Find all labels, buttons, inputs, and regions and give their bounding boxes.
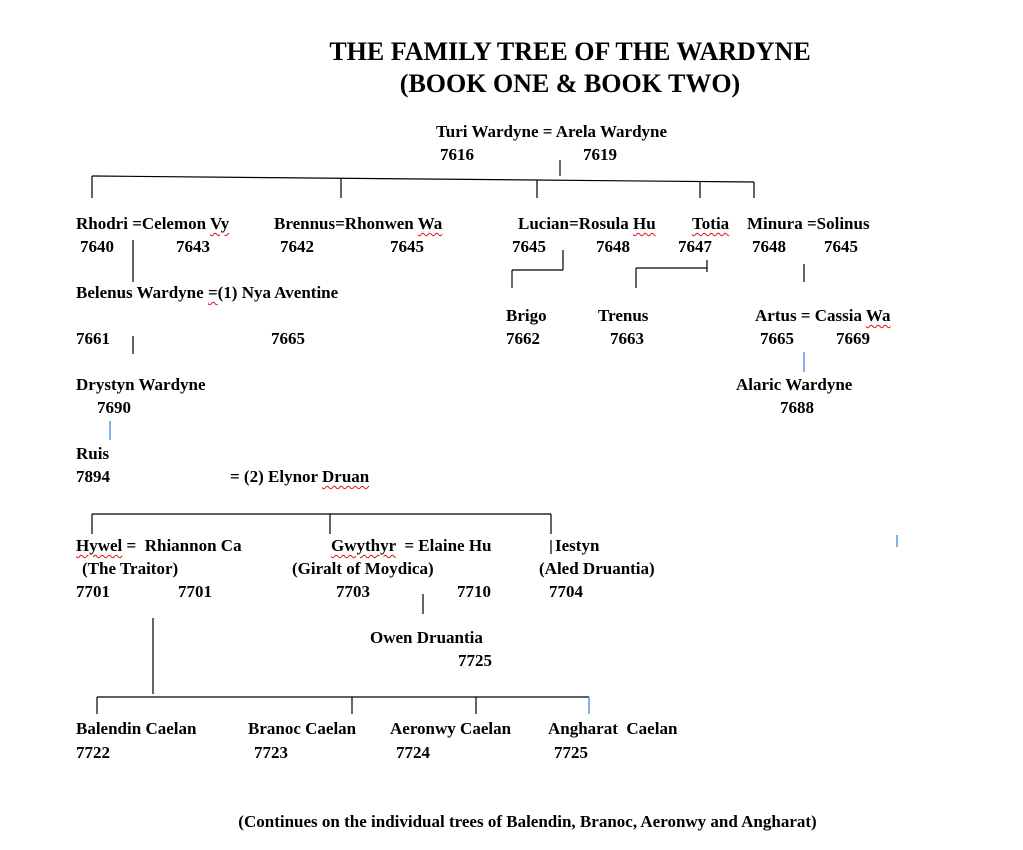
hywel-epithet: (The Traitor) (82, 559, 179, 578)
alaric-year: 7688 (780, 398, 814, 417)
drystyn-name: Drystyn Wardyne (76, 375, 206, 394)
solinus-year: 7645 (824, 237, 858, 256)
lucian-couple-text: Lucian=Rosula (518, 214, 634, 233)
artus-couple-text: Artus = Cassia (755, 306, 866, 325)
iestyn-year: 7704 (549, 582, 583, 601)
belenus-spouse-2 (230, 467, 369, 487)
gen1-couple: Turi Wardyne = Arela Wardyne (436, 122, 668, 141)
diagram-title-line2: (BOOK ONE & BOOK TWO) (399, 69, 741, 98)
rhodri-couple-text: Rhodri =Celemon (76, 214, 211, 233)
belenus-spouse-2-text: = (2) Elynor (230, 467, 323, 486)
gwythyr-spouse: = Elaine Hu (395, 536, 492, 555)
hywel-name: Hywel (76, 536, 123, 555)
rhonwen-year: 7645 (390, 237, 424, 256)
nya-year: 7665 (271, 329, 305, 348)
belenus-spouse-2-tail: Druan (322, 467, 370, 486)
ruis-year: 7894 (76, 467, 110, 486)
minura-year: 7648 (752, 237, 786, 256)
brigo-name: Brigo (506, 306, 547, 325)
belenus-couple (76, 283, 338, 303)
footer-note: (Continues on the individual trees of Balendin, Branoc, Aeronwy and Angharat) (238, 812, 817, 831)
alaric-name: Alaric Wardyne (736, 375, 853, 394)
belenus-eq: = (207, 283, 218, 302)
totia-name: Totia (692, 214, 730, 233)
balendin-name: Balendin Caelan (76, 719, 197, 738)
lucian-couple (518, 214, 656, 234)
artus-year: 7665 (760, 329, 794, 348)
gwythyr-couple (331, 536, 492, 556)
owen-name: Owen Druantia (370, 628, 483, 647)
rosula-year: 7648 (596, 237, 630, 256)
diagram-title-line1: THE FAMILY TREE OF THE WARDYNE (329, 37, 811, 66)
rhodri-year: 7640 (80, 237, 114, 256)
artus-couple (755, 306, 890, 326)
rhiannon-year: 7701 (178, 582, 212, 601)
gwythyr-epithet: (Giralt of Moydica) (292, 559, 434, 578)
iestyn-name: Iestyn (555, 536, 600, 555)
trenus-name: Trenus (598, 306, 649, 325)
iestyn-epithet: (Aled Druantia) (539, 559, 655, 578)
aeronwy-name: Aeronwy Caelan (390, 719, 512, 738)
balendin-year: 7722 (76, 743, 110, 762)
lucian-year: 7645 (512, 237, 546, 256)
elaine-year: 7710 (457, 582, 491, 601)
rhodri-couple (76, 214, 229, 234)
hywel-spouse: = Rhiannon Ca (122, 536, 242, 555)
hywel-couple (76, 536, 242, 556)
angharat-name: Angharat Caelan (548, 719, 678, 738)
minura-couple: Minura =Solinus (747, 214, 870, 233)
lucian-spouse-tail: Hu (633, 214, 656, 233)
branoc-year: 7723 (254, 743, 288, 762)
belenus-name: Belenus Wardyne (76, 283, 208, 302)
hywel-year: 7701 (76, 582, 110, 601)
totia-year: 7647 (678, 237, 712, 256)
drystyn-year: 7690 (97, 398, 131, 417)
gen1-year-turi: 7616 (440, 145, 474, 164)
cassia-year: 7669 (836, 329, 870, 348)
angharat-year: 7725 (554, 743, 588, 762)
gen1-year-arela: 7619 (583, 145, 617, 164)
brigo-year: 7662 (506, 329, 540, 348)
branoc-name: Branoc Caelan (248, 719, 357, 738)
gwythyr-name: Gwythyr (331, 536, 396, 555)
trenus-year: 7663 (610, 329, 644, 348)
belenus-year: 7661 (76, 329, 110, 348)
brennus-year: 7642 (280, 237, 314, 256)
brennus-spouse-tail: Wa (417, 214, 443, 233)
connector-gen2-bar (92, 176, 754, 182)
owen-year: 7725 (458, 651, 492, 670)
rhodri-spouse-tail: Vy (210, 214, 230, 233)
brennus-couple (274, 214, 442, 234)
aeronwy-year: 7724 (396, 743, 430, 762)
ruis-name: Ruis (76, 444, 110, 463)
gwythyr-year: 7703 (336, 582, 370, 601)
artus-spouse-tail: Wa (865, 306, 891, 325)
brennus-couple-text: Brennus=Rhonwen (274, 214, 418, 233)
belenus-spouse-1: (1) Nya Aventine (217, 283, 339, 302)
celemon-year: 7643 (176, 237, 210, 256)
